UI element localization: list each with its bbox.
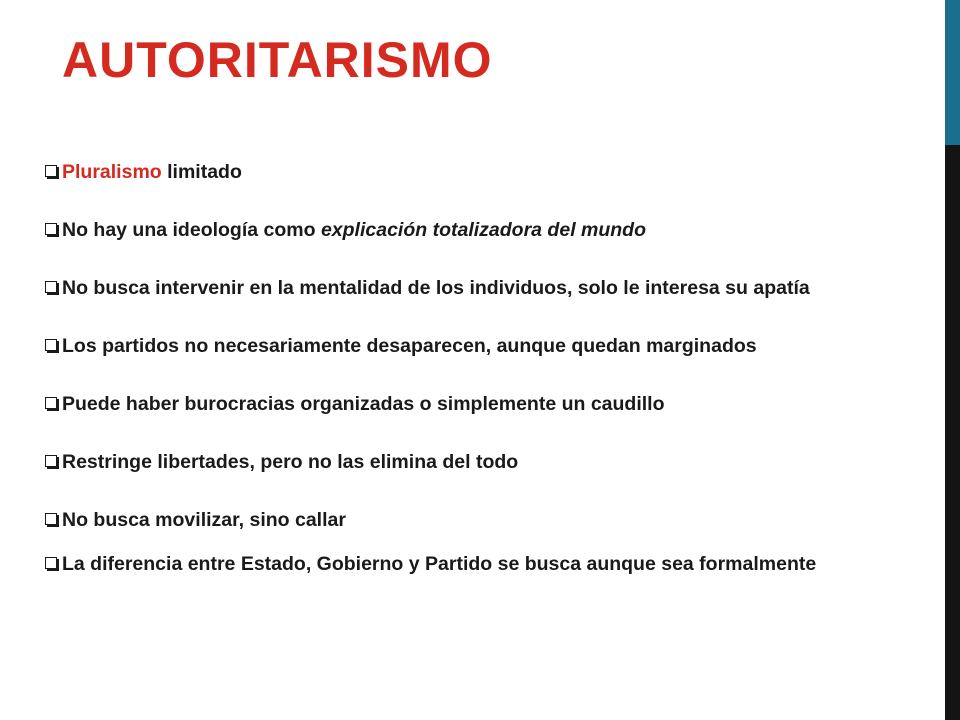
checkbox-square-icon — [45, 513, 57, 525]
bullet-item — [45, 551, 905, 578]
bullet-text: Puede haber burocracias organizadas o simplemente un caudillo — [62, 393, 665, 415]
checkbox-square-icon — [45, 165, 57, 177]
slide-title: AUTORITARISMO — [62, 32, 493, 88]
bullet-text: No hay una ideología como — [62, 219, 321, 241]
bullet-item — [45, 449, 905, 476]
bullet-text: Restringe libertades, pero no las elimina del todo — [62, 451, 519, 473]
checkbox-square-icon — [45, 281, 57, 293]
checkbox-square-icon — [45, 339, 57, 351]
bullet-text: La diferencia entre Estado, Gobierno y Partido se busca aunque sea formalmente — [62, 553, 817, 575]
checkbox-square-icon — [45, 557, 57, 569]
side-bar — [945, 0, 960, 720]
bullet-item — [45, 217, 905, 244]
bullet-list — [45, 159, 905, 578]
bullet-text: Los partidos no necesariamente desaparecen, aunque quedan marginados — [62, 335, 757, 357]
bullet-item — [45, 391, 905, 418]
bullet-text: No busca movilizar, sino callar — [62, 509, 346, 531]
bullet-item — [45, 159, 905, 186]
bullet-item — [45, 507, 905, 534]
checkbox-square-icon — [45, 223, 57, 235]
side-bar-accent — [945, 0, 960, 145]
checkbox-square-icon — [45, 397, 57, 409]
bullet-emphasis: explicación totalizadora del mundo — [320, 219, 647, 241]
bullet-text: No busca intervenir en la mentalidad de los individuos, solo le interesa su apatía — [62, 277, 810, 299]
bullet-text: limitado — [161, 161, 242, 183]
bullet-item — [45, 275, 905, 302]
checkbox-square-icon — [45, 455, 57, 467]
bullet-keyword: Pluralismo — [62, 161, 162, 183]
bullet-item — [45, 333, 905, 360]
